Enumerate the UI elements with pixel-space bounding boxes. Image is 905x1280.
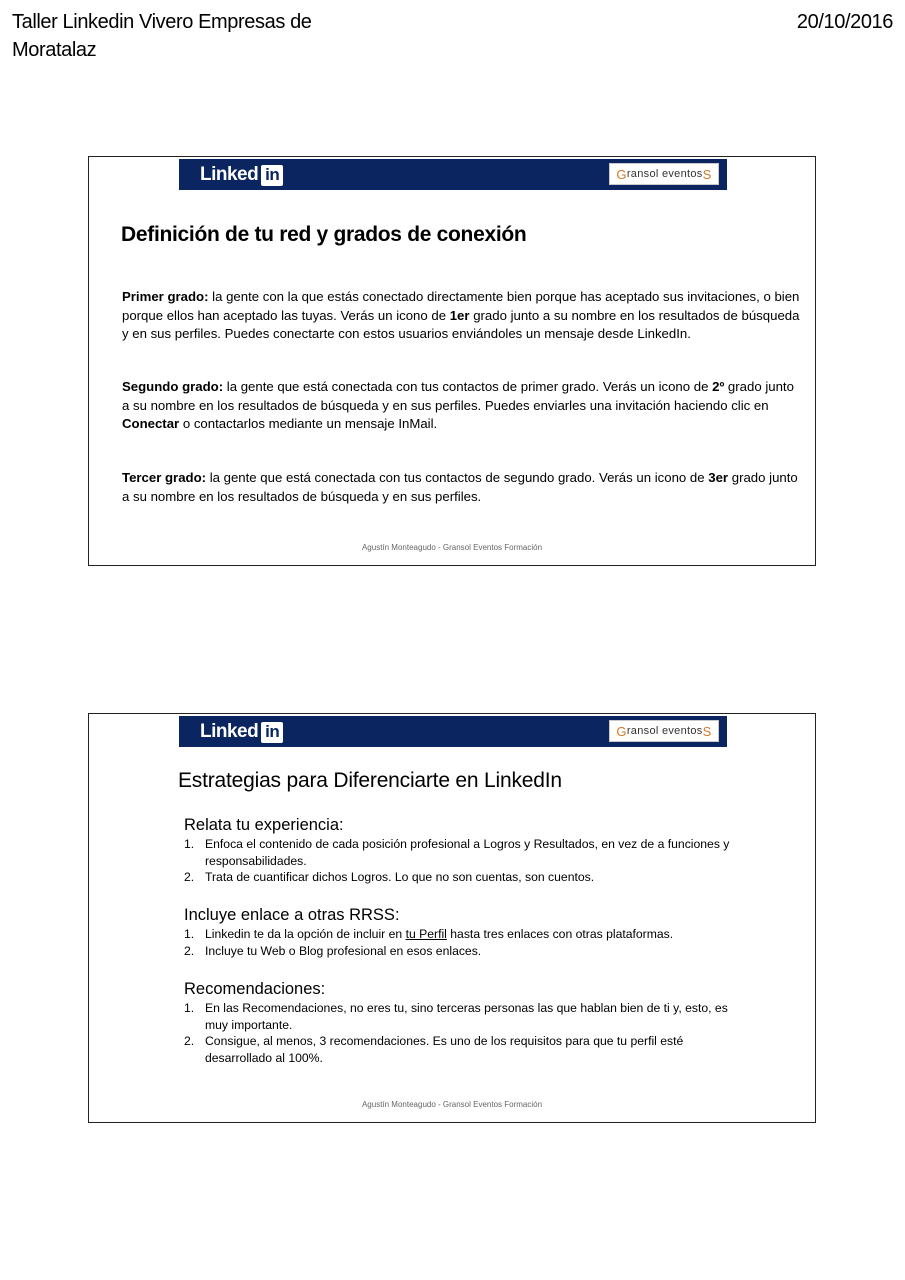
gransol-logo-text: ransol eventos xyxy=(626,725,703,737)
section-heading: Incluye enlace a otras RRSS: xyxy=(184,906,400,924)
gransol-logo-g: G xyxy=(616,723,627,739)
section-enlace-rrss xyxy=(184,904,744,959)
document-date: 20/10/2016 xyxy=(796,11,893,33)
gransol-logo-s: S xyxy=(702,166,712,182)
paragraph-segundo-grado xyxy=(122,378,800,434)
list-item-text: hasta tres enlaces con otras plataformas. xyxy=(446,927,674,941)
list-item-text: En las Recomendaciones, no eres tu, sino terceras personas las que hablan bien de ti y, esto, es muy importante. xyxy=(205,1001,728,1032)
paragraph-text: grado junto a su nombre en los resultados de búsqueda y en sus perfiles. Puedes conectarte con estos usuarios enviándoles un mensaje desde LinkedIn. xyxy=(122,307,800,341)
slide-banner xyxy=(179,159,727,190)
linkedin-wordmark: Linked xyxy=(200,721,259,742)
linkedin-in-icon: in xyxy=(261,165,283,186)
list-item xyxy=(184,943,744,960)
paragraph-tercer-grado xyxy=(122,469,800,506)
paragraph-text: la gente con la que estás conectado directamente bien porque has aceptado sus invitaciones, o bien porque ellos han aceptado las tuyas. Verás un icono de xyxy=(122,289,800,323)
slide-title: Definición de tu red y grados de conexión xyxy=(121,223,527,246)
list-item xyxy=(184,836,744,869)
paragraph-label: Tercer grado: xyxy=(122,470,207,485)
tu-perfil-link[interactable]: tu Perfil xyxy=(405,927,447,941)
slide-banner xyxy=(179,716,727,747)
linkedin-logo xyxy=(200,164,283,186)
numbered-list xyxy=(184,836,744,886)
list-number: 2. xyxy=(184,943,195,958)
document-title: Taller Linkedin Vivero Empresas de Moratalaz xyxy=(12,11,312,61)
linkedin-in-icon: in xyxy=(261,722,283,743)
slide-footer: Agustín Monteagudo - Gransol Eventos Formación xyxy=(361,1100,543,1109)
paragraph-label: Primer grado: xyxy=(122,289,209,304)
gransol-logo-g: G xyxy=(616,166,627,182)
paragraph-text: o contactarlos mediante un mensaje InMail. xyxy=(179,416,438,431)
linkedin-logo xyxy=(200,721,283,743)
list-number: 1. xyxy=(184,837,195,851)
list-item-text: Incluye tu Web o Blog profesional en esos enlaces. xyxy=(205,943,482,958)
section-relata-experiencia xyxy=(184,814,744,886)
numbered-list xyxy=(184,1000,744,1066)
list-number: 1. xyxy=(184,1001,195,1015)
list-item-text: Linkedin te da la opción de incluir en xyxy=(205,927,406,941)
list-item xyxy=(184,926,744,943)
slide-1 xyxy=(88,156,816,566)
list-item xyxy=(184,1000,744,1033)
paragraph-label: Segundo grado: xyxy=(122,379,224,394)
bold-term: Conectar xyxy=(122,416,180,431)
paragraph-primer-grado xyxy=(122,288,800,344)
list-item-text: Consigue, al menos, 3 recomendaciones. Es uno de los requisitos para que tu perfil esté desarrollado al 100%. xyxy=(205,1034,684,1065)
bold-term: 1er xyxy=(449,307,470,323)
paragraph-text: grado junto a su nombre en los resultados de búsqueda y en sus perfiles. xyxy=(122,470,798,504)
gransol-logo-text: ransol eventos xyxy=(626,168,703,180)
section-heading: Recomendaciones: xyxy=(184,980,326,998)
gransol-logo-s: S xyxy=(702,723,712,739)
slide-2 xyxy=(88,713,816,1123)
bold-term: 3er xyxy=(708,470,729,485)
list-item-text: Trata de cuantificar dichos Logros. Lo que no son cuentas, son cuentos. xyxy=(205,870,595,884)
list-number: 2. xyxy=(184,1034,195,1048)
bold-term: 2º xyxy=(712,379,725,394)
slide-title: Estrategias para Diferenciarte en LinkedIn xyxy=(178,769,562,792)
paragraph-text: grado junto a su nombre en los resultados de búsqueda y en sus perfiles. Puedes enviarles una invitación haciendo clic en xyxy=(122,379,794,413)
section-heading: Relata tu experiencia: xyxy=(184,816,344,834)
list-item xyxy=(184,869,744,886)
list-item-text: Enfoca el contenido de cada posición profesional a Logros y Resultados, en vez de a funciones y responsabilidades. xyxy=(205,837,730,868)
paragraph-text: la gente que está conectada con tus contactos de primer grado. Verás un icono de xyxy=(223,379,713,394)
section-recomendaciones xyxy=(184,978,744,1066)
list-number: 2. xyxy=(184,870,195,884)
numbered-list xyxy=(184,926,744,959)
paragraph-text: la gente que está conectada con tus contactos de segundo grado. Verás un icono de xyxy=(206,470,709,485)
linkedin-wordmark: Linked xyxy=(200,164,259,185)
list-item xyxy=(184,1033,744,1066)
list-number: 1. xyxy=(184,927,195,941)
gransol-logo xyxy=(609,720,719,742)
slide-footer: Agustín Monteagudo - Gransol Eventos Formación xyxy=(361,543,543,552)
gransol-logo xyxy=(609,163,719,185)
